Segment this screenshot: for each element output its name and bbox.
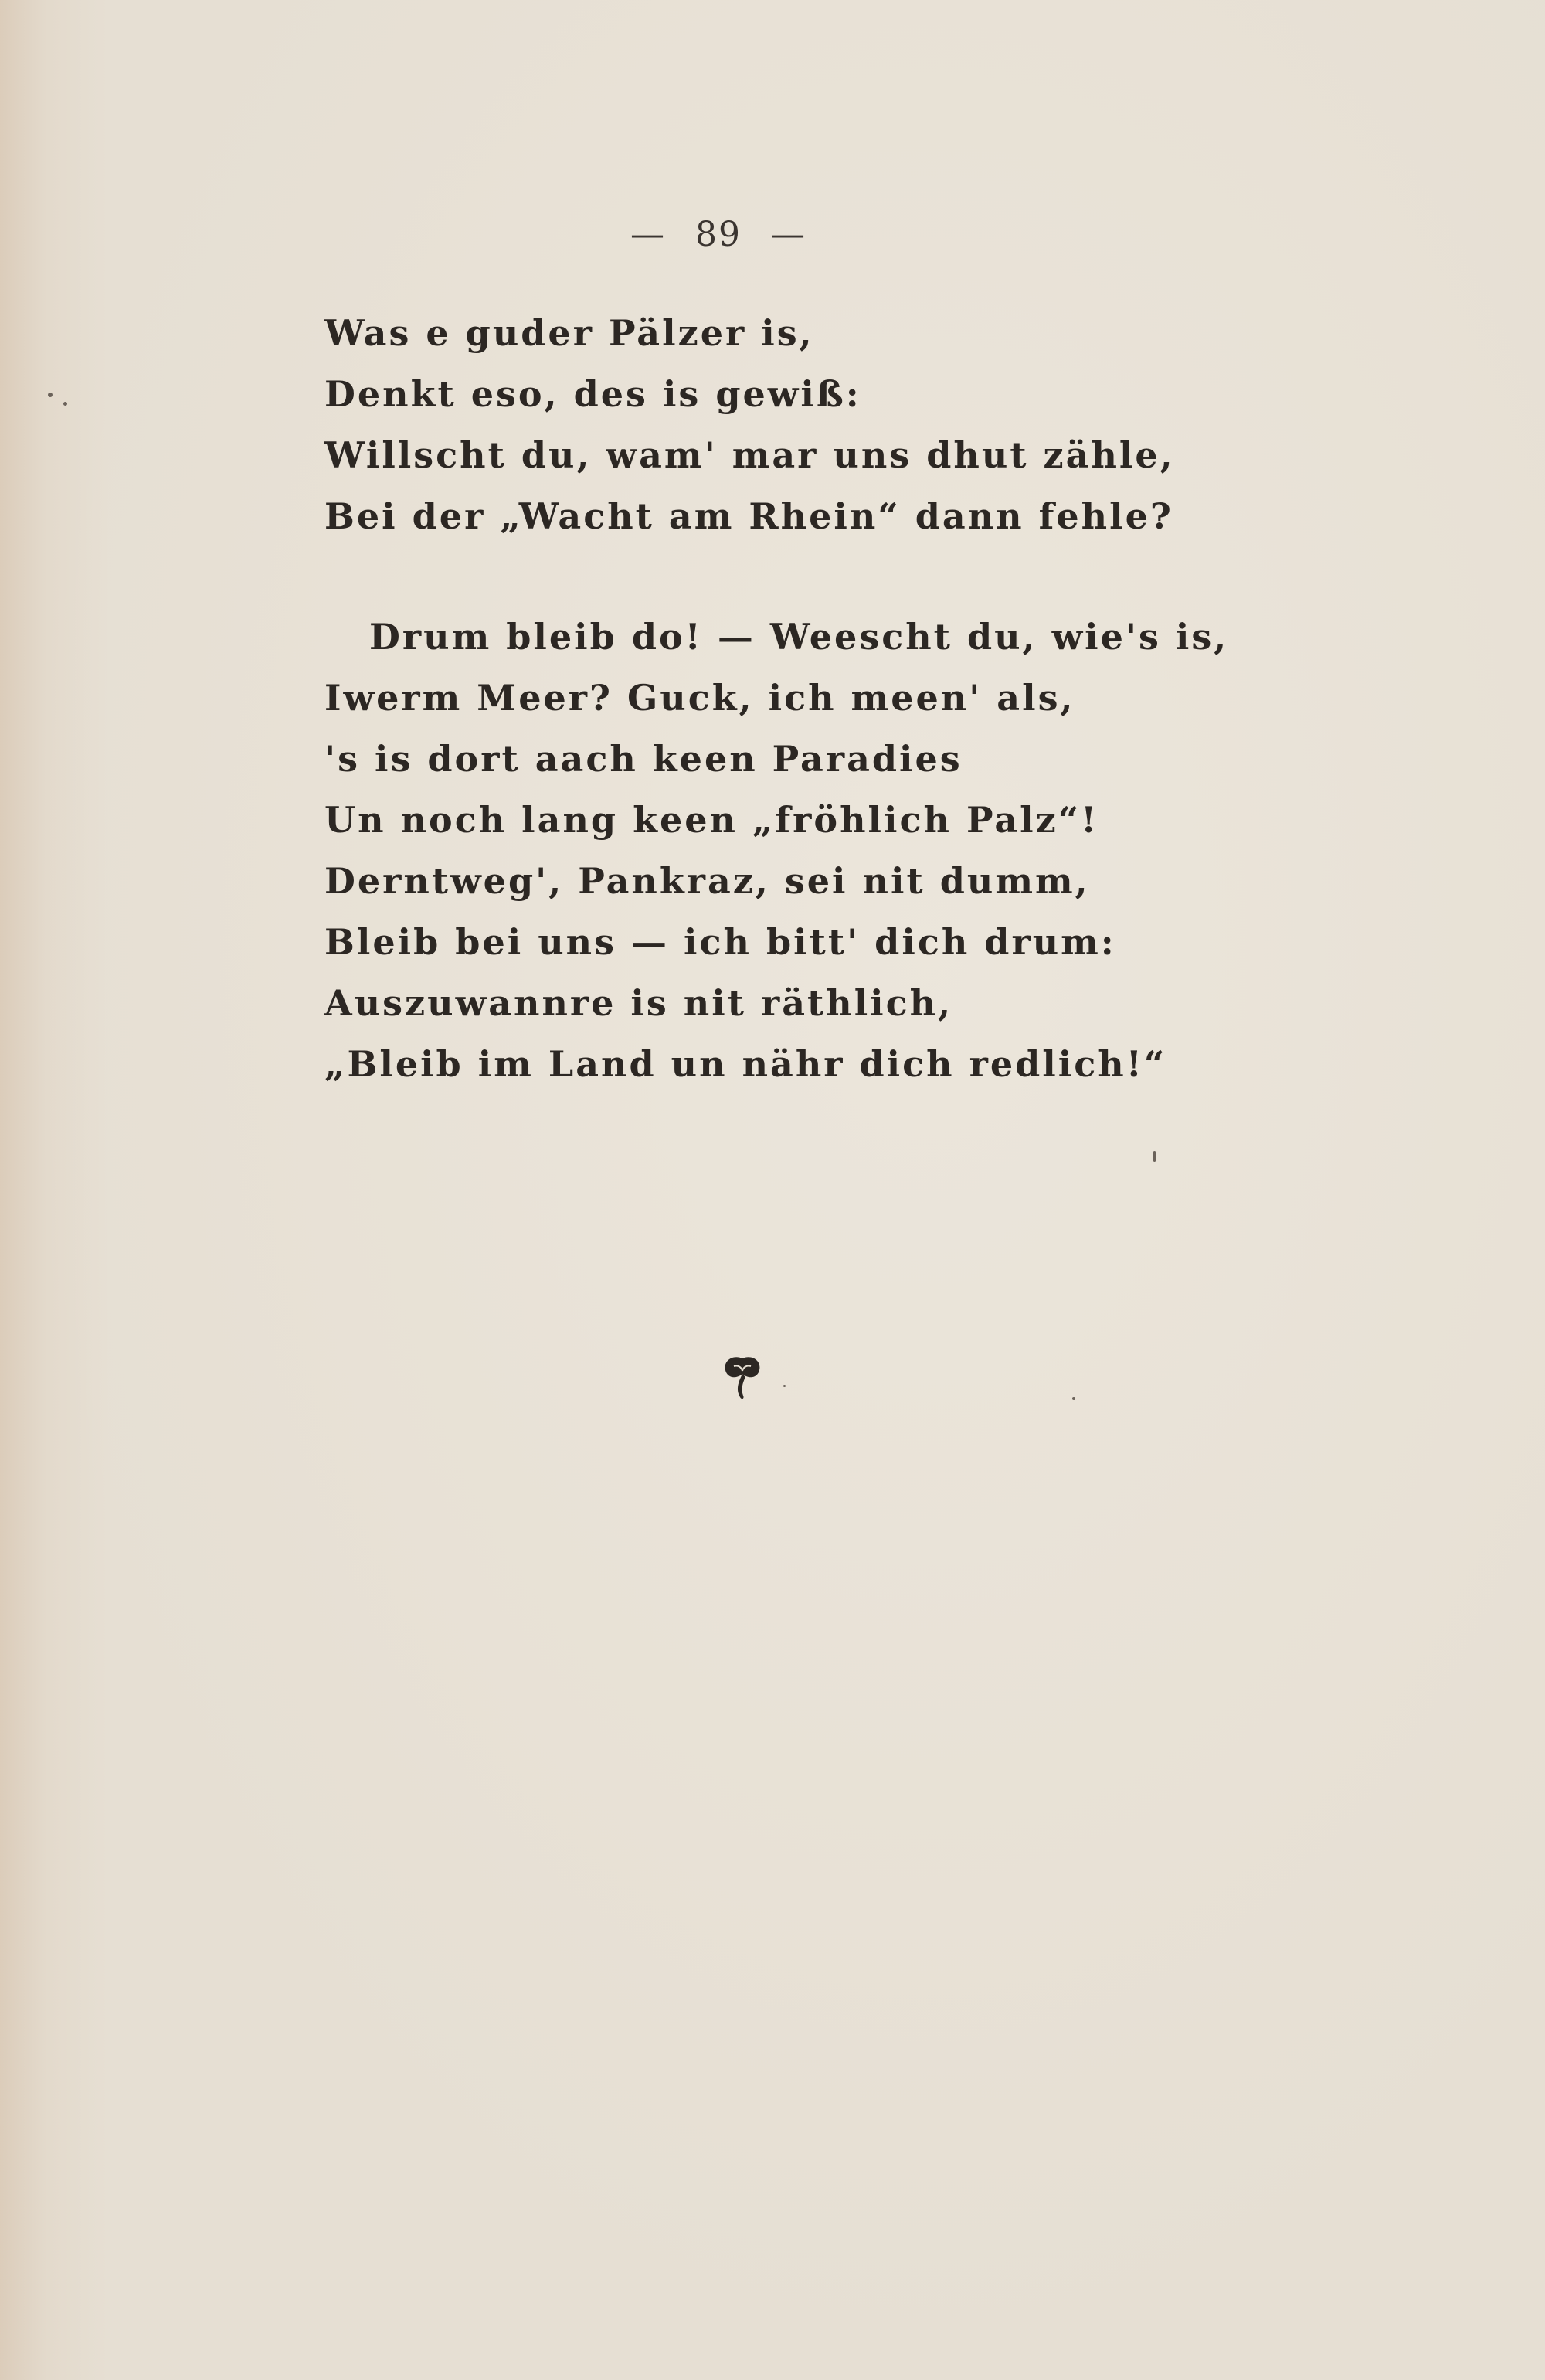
poem-line: Bleib bei uns — ich bitt' dich drum: [324, 921, 1116, 963]
leaf-fleuron-icon [718, 1351, 766, 1405]
poem-line: Was e guder Pälzer is, [324, 312, 814, 354]
poem-line: Willscht du, wam' mar uns dhut zähle, [324, 434, 1175, 476]
poem-line: Drum bleib do! — Weescht du, wie's is, [369, 616, 1229, 658]
poem-line: Derntweg', Pankraz, sei nit dumm, [324, 860, 1090, 902]
poem-line: 's is dort aach keen Paradies [324, 738, 963, 780]
paper-speck [783, 1385, 786, 1387]
paper-speck [63, 402, 67, 406]
paper-speck [48, 393, 53, 397]
poem-stanza-2 [324, 607, 1251, 1095]
paper-speck [1153, 1151, 1156, 1162]
paper-speck [1072, 1397, 1075, 1400]
page-number-header [603, 215, 834, 254]
page-number-dash-left: — [630, 215, 666, 254]
poem-line: Un noch lang keen „fröhlich Palz“! [324, 799, 1099, 841]
page-number: 89 [695, 215, 742, 254]
poem-line: Auszuwannre is nit räthlich, [324, 982, 953, 1024]
poem-line: „Bleib im Land un nähr dich redlich!“ [324, 1043, 1167, 1085]
poem-stanza-1 [324, 303, 1251, 547]
page-number-dash-right: — [771, 215, 806, 254]
poem-line: Iwerm Meer? Guck, ich meen' als, [324, 677, 1075, 719]
poem-line: Denkt eso, des is gewiß: [324, 373, 861, 415]
poem-line: Bei der „Wacht am Rhein“ dann fehle? [324, 495, 1173, 537]
